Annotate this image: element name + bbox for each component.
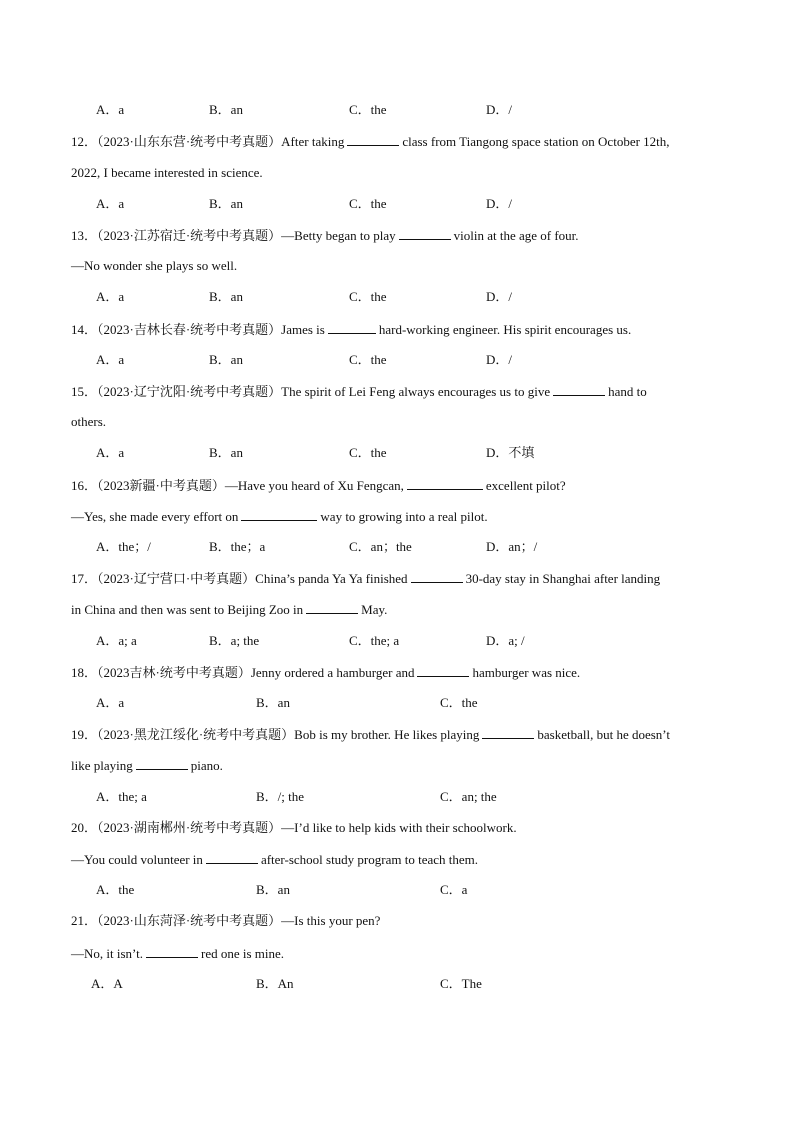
q17-line2-part-a: in China and then was sent to Beijing Zoo in: [71, 602, 304, 617]
q18-option-b: B．an: [256, 695, 290, 710]
q12-stem-line2: 2022, I became interested in science.: [71, 165, 263, 180]
q17-stem-line2: [71, 601, 387, 617]
q12-option-b: B．an: [209, 196, 243, 211]
q19-stem: [71, 726, 670, 742]
q19-blank-2: [136, 757, 188, 770]
q21-line2-part-b: red one is mine.: [201, 946, 285, 961]
q21-line2-part-a: —No, it isn’t.: [71, 946, 143, 961]
q11-options: [96, 102, 736, 118]
q16-options: [96, 539, 736, 555]
q13-blank: [399, 227, 451, 240]
q19-options: [96, 789, 736, 805]
q19-option-c: C．an; the: [440, 789, 497, 804]
q21-stem: 21．（2023·山东菏泽·统考中考真题）—Is this your pen?: [71, 913, 381, 928]
q13-options: [96, 289, 736, 305]
q16-stem-part-a: 16．（2023新疆·中考真题）—Have you heard of Xu Fengcan,: [71, 478, 404, 493]
q18-options: [96, 695, 736, 711]
q18-stem-part-b: hamburger was nice.: [472, 665, 581, 680]
q17-options: [96, 633, 736, 649]
q17-blank-2: [306, 601, 358, 614]
q15-option-d: D．不填: [486, 445, 535, 460]
q15-options: [96, 445, 736, 461]
q17-stem-part-b: 30-day stay in Shanghai after landing: [465, 571, 661, 586]
q13-stem: [71, 227, 579, 243]
q15-blank: [553, 383, 605, 396]
q21-blank: [146, 945, 198, 958]
q17-stem-part-a: 17．（2023·辽宁营口·中考真题）China’s panda Ya Ya finished: [71, 571, 408, 586]
q17-stem: [71, 570, 660, 586]
q12-stem-part-b: class from Tiangong space station on October 12th,: [402, 134, 670, 149]
q17-line2-part-b: May.: [361, 602, 388, 617]
q12-option-d: D．/: [486, 196, 513, 211]
q16-option-b: B．the；a: [209, 539, 266, 554]
q20-options: [96, 882, 736, 898]
q13-option-c: C．the: [349, 289, 387, 304]
q14-option-a: A．a: [96, 352, 125, 367]
q16-blank-1: [407, 477, 483, 490]
q17-option-a: A．a; a: [96, 633, 137, 648]
q21-option-b: B．An: [256, 976, 294, 991]
q15-option-a: A．a: [96, 445, 125, 460]
q20-blank: [206, 851, 258, 864]
q14-options: [96, 352, 736, 368]
q19-stem-part-a: 19．（2023·黑龙江绥化·统考中考真题）Bob is my brother. He likes playing: [71, 727, 480, 742]
q21-options: [91, 976, 731, 992]
q20-line2-part-a: —You could volunteer in: [71, 852, 203, 867]
q15-stem-part-a: 15．（2023·辽宁沈阳·统考中考真题）The spirit of Lei Feng always encourages us to give: [71, 384, 551, 399]
q16-option-c: C．an；the: [349, 539, 412, 554]
q17-option-b: B．a; the: [209, 633, 260, 648]
q14-option-d: D．/: [486, 352, 513, 367]
q12-blank: [347, 133, 399, 146]
q16-line2-part-a: —Yes, she made every effort on: [71, 509, 239, 524]
q20-option-c: C．a: [440, 882, 468, 897]
q11-option-a: A．a: [96, 102, 125, 117]
q16-stem-part-b: excellent pilot?: [485, 478, 566, 493]
q16-option-a: A．the；/: [96, 539, 151, 554]
q11-option-b: B．an: [209, 102, 243, 117]
q18-option-a: A．a: [96, 695, 125, 710]
q15-stem: [71, 383, 647, 399]
q11-option-d: D．/: [486, 102, 513, 117]
q12-option-a: A．a: [96, 196, 125, 211]
q17-blank-1: [411, 570, 463, 583]
q12-options: [96, 196, 736, 212]
q16-option-d: D．an；/: [486, 539, 538, 554]
q15-option-b: B．an: [209, 445, 243, 460]
q19-stem-line2: [71, 757, 223, 773]
q19-line2-part-b: piano.: [190, 758, 223, 773]
q19-option-b: B．/; the: [256, 789, 305, 804]
q16-stem-line2: [71, 508, 488, 524]
q18-stem-part-a: 18．（2023吉林·统考中考真题）Jenny ordered a hamburger and: [71, 665, 415, 680]
q11-option-c: C．the: [349, 102, 387, 117]
q18-stem: [71, 664, 580, 680]
q18-blank: [417, 664, 469, 677]
q16-blank-2: [241, 508, 317, 521]
q14-option-b: B．an: [209, 352, 243, 367]
q18-option-c: C．the: [440, 695, 478, 710]
q12-stem-part-a: 12．（2023·山东东营·统考中考真题）After taking: [71, 134, 345, 149]
q13-option-b: B．an: [209, 289, 243, 304]
q21-option-c: C．The: [440, 976, 482, 991]
q13-stem-line2: —No wonder she plays so well.: [71, 258, 238, 273]
q20-stem: 20．（2023·湖南郴州·统考中考真题）—I’d like to help kids with their schoolwork.: [71, 820, 517, 835]
q15-stem-part-b: hand to: [608, 384, 647, 399]
q14-stem: [71, 321, 631, 337]
q12-stem: [71, 133, 670, 149]
q17-option-c: C．the; a: [349, 633, 400, 648]
q15-stem-line2: others.: [71, 414, 107, 429]
q21-option-a: A．A: [91, 976, 123, 991]
q20-line2-part-b: after-school study program to teach them.: [260, 852, 478, 867]
q20-stem-line2: [71, 851, 478, 867]
q16-line2-part-b: way to growing into a real pilot.: [320, 509, 488, 524]
q14-stem-part-a: 14．（2023·吉林长春·统考中考真题）James is: [71, 322, 325, 337]
q12-option-c: C．the: [349, 196, 387, 211]
q20-option-a: A．the: [96, 882, 135, 897]
q21-stem-line2: [71, 945, 284, 961]
q14-stem-part-b: hard-working engineer. His spirit encourages us.: [378, 322, 632, 337]
q13-stem-part-b: violin at the age of four.: [453, 228, 579, 243]
q13-option-d: D．/: [486, 289, 513, 304]
q15-option-c: C．the: [349, 445, 387, 460]
q14-option-c: C．the: [349, 352, 387, 367]
q16-stem: [71, 477, 566, 493]
q19-stem-part-b: basketball, but he doesn’t: [537, 727, 671, 742]
q13-stem-part-a: 13．（2023·江苏宿迁·统考中考真题）—Betty began to play: [71, 228, 396, 243]
q20-option-b: B．an: [256, 882, 290, 897]
q19-option-a: A．the; a: [96, 789, 147, 804]
q14-blank: [328, 321, 376, 334]
q19-line2-part-a: like playing: [71, 758, 133, 773]
q17-option-d: D．a; /: [486, 633, 525, 648]
q19-blank-1: [482, 726, 534, 739]
q13-option-a: A．a: [96, 289, 125, 304]
